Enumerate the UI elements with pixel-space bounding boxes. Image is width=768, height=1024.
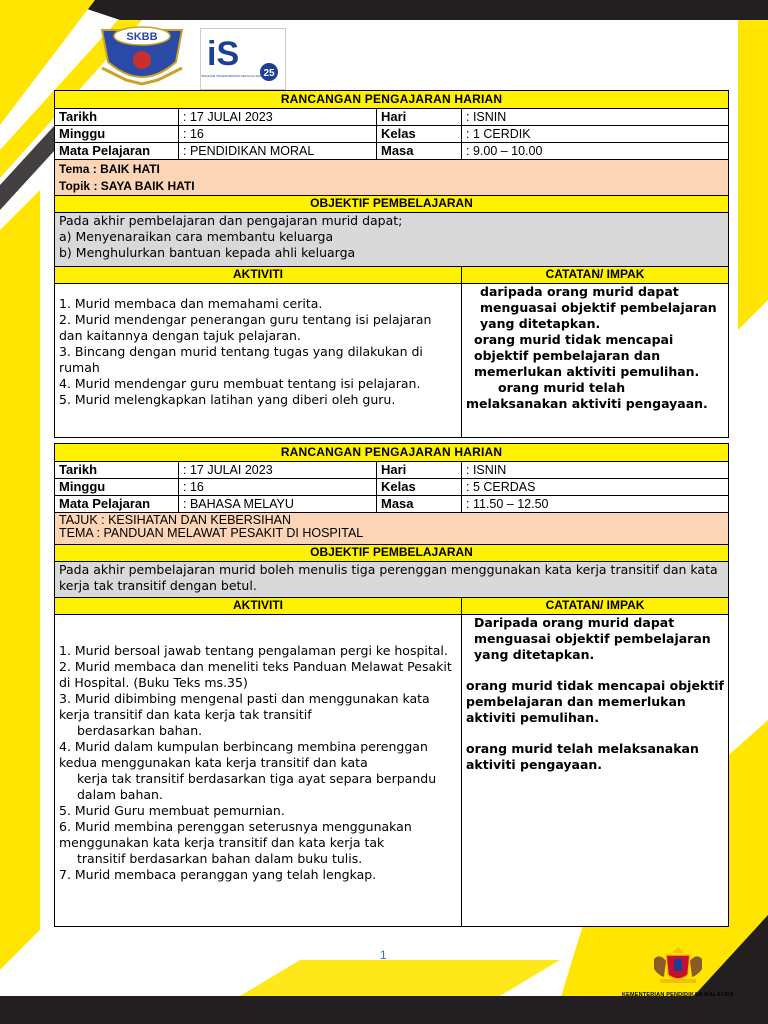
plan-title: RANCANGAN PENGAJARAN HARIAN	[55, 91, 729, 109]
value-mata-pelajaran: : BAHASA MELAYU	[179, 496, 377, 513]
activity-header: AKTIVITI	[55, 598, 462, 615]
note-text: orang murid tidak mencapai objektif pembelajaran dan memerlukan aktiviti pemulihan.	[474, 332, 700, 379]
activity-text: 1. Murid bersoal jawab tentang pengalaman pergi ke hospital.	[59, 643, 448, 658]
note-text: daripada orang murid dapat menguasai objektif pembelajaran yang ditetapkan.	[480, 284, 717, 331]
note-line	[466, 380, 724, 412]
note-line	[466, 678, 724, 726]
tema-text: Tema : BAIK HATI	[59, 162, 160, 176]
school-badge	[96, 22, 188, 93]
program-text: PROGRAM TRANSFORMASI SEKOLAH 2025	[201, 74, 263, 78]
lesson-plan-2	[54, 443, 729, 927]
label-kelas: Kelas	[377, 126, 462, 143]
note-line	[466, 741, 724, 773]
page-number: 1	[380, 948, 387, 962]
list-item: 4. Murid mendengar guru membuat tentang isi pelajaran.	[59, 376, 421, 391]
list-item	[59, 643, 457, 659]
value-hari: : ISNIN	[462, 462, 729, 479]
note-text: Daripada orang murid dapat menguasai objektif pembelajaran yang ditetapkan.	[474, 615, 711, 662]
topik-text: Topik : SAYA BAIK HATI	[59, 179, 195, 193]
list-item: 2. Murid mendengar penerangan guru tentang isi pelajaran dan kaitannya dengan tajuk pelajaran.	[59, 312, 432, 343]
theme-block	[55, 160, 729, 196]
label-hari: Hari	[377, 109, 462, 126]
list-item: 5. Murid melengkapkan latihan yang diberi oleh guru.	[59, 392, 396, 407]
list-item	[59, 691, 457, 739]
activity-continuation: kerja tak transitif berdasarkan tiga ayat separa berpandu dalam bahan.	[77, 771, 437, 802]
activity-header: AKTIVITI	[55, 267, 462, 284]
program-number: 25	[263, 68, 275, 79]
activity-text: 2. Murid membaca dan meneliti teks Panduan Melawat Pesakit di Hospital. (Buku Teks ms.35)	[59, 659, 452, 690]
activity-text: 6. Murid membina perenggan seterusnya menggunakan menggunakan kata kerja transitif dan kata kerja tak	[59, 819, 412, 850]
label-masa: Masa	[377, 143, 462, 160]
notes-block	[462, 284, 729, 438]
value-kelas: : 5 CERDAS	[462, 479, 729, 496]
activity-list	[55, 284, 462, 438]
list-item	[59, 803, 457, 819]
objective-line: a) Menyenaraikan cara membantu keluarga	[59, 229, 334, 244]
lesson-plan-1	[54, 90, 729, 438]
coat-of-arms-icon	[650, 945, 706, 985]
theme-block	[55, 513, 729, 545]
frame-yellow-right-top	[738, 20, 768, 330]
list-item: 1. Murid membaca dan memahami cerita.	[59, 296, 323, 311]
list-item: 3. Bincang dengan murid tentang tugas yang dilakukan di rumah	[59, 344, 423, 375]
label-mata-pelajaran: Mata Pelajaran	[55, 496, 179, 513]
label-kelas: Kelas	[377, 479, 462, 496]
label-tarikh: Tarikh	[55, 462, 179, 479]
objective-block	[55, 213, 729, 267]
activity-text: 4. Murid dalam kumpulan berbincang membina perenggan kedua menggunakan kata kerja transitif dan kata	[59, 739, 428, 770]
school-crest-icon	[96, 22, 188, 88]
note-line	[466, 615, 724, 663]
transformasi-logo-icon	[201, 29, 285, 89]
frame-yellow-bottom-stripe	[240, 960, 560, 996]
notes-header: CATATAN/ IMPAK	[462, 598, 729, 615]
value-kelas: : 1 CERDIK	[462, 126, 729, 143]
ministry-name: KEMENTERIAN PENDIDIKAN MALAYSIA	[621, 992, 735, 998]
frame-dark-top-band	[0, 0, 768, 20]
activity-continuation: transitif berdasarkan bahan dalam buku tulis.	[77, 851, 363, 866]
program-logo	[200, 28, 286, 90]
note-text: orang murid telah melaksanakan aktiviti pengayaan.	[466, 380, 708, 411]
tajuk-text: TAJUK : KESIHATAN DAN KEBERSIHAN	[59, 513, 291, 527]
value-masa: : 11.50 – 12.50	[462, 496, 729, 513]
label-tarikh: Tarikh	[55, 109, 179, 126]
notes-block	[462, 615, 729, 927]
activity-text: 5. Murid Guru membuat pemurnian.	[59, 803, 285, 818]
value-tarikh: : 17 JULAI 2023	[179, 109, 377, 126]
objective-line: b) Menghulurkan bantuan kepada ahli keluarga	[59, 245, 356, 260]
plan-title: RANCANGAN PENGAJARAN HARIAN	[55, 444, 729, 462]
label-hari: Hari	[377, 462, 462, 479]
activity-text: 7. Murid membaca peranggan yang telah lengkap.	[59, 867, 377, 882]
objective-line: Pada akhir pembelajaran dan pengajaran murid dapat;	[59, 213, 403, 228]
notes-header: CATATAN/ IMPAK	[462, 267, 729, 284]
label-minggu: Minggu	[55, 126, 179, 143]
list-item	[59, 867, 457, 883]
frame-yellow-left-edge	[0, 190, 40, 970]
objective-header: OBJEKTIF PEMBELAJARAN	[55, 545, 729, 562]
list-item	[59, 659, 457, 691]
value-mata-pelajaran: : PENDIDIKAN MORAL	[179, 143, 377, 160]
ministry-logo	[618, 945, 738, 998]
svg-text:iS: iS	[207, 35, 240, 73]
activity-continuation: berdasarkan bahan.	[77, 723, 203, 738]
value-minggu: : 16	[179, 479, 377, 496]
note-text: orang murid tidak mencapai objektif pembelajaran dan memerlukan aktiviti pemulihan.	[466, 678, 724, 725]
note-line	[466, 332, 724, 380]
activity-list	[55, 615, 462, 927]
value-minggu: : 16	[179, 126, 377, 143]
value-hari: : ISNIN	[462, 109, 729, 126]
value-tarikh: : 17 JULAI 2023	[179, 462, 377, 479]
value-masa: : 9.00 – 10.00	[462, 143, 729, 160]
activity-text: 3. Murid dibimbing mengenal pasti dan menggunakan kata kerja transitif dan kata kerja tak transitif	[59, 691, 430, 722]
note-line	[466, 284, 724, 332]
school-badge-text: SKBB	[126, 31, 158, 43]
list-item	[59, 819, 457, 867]
objective-header: OBJEKTIF PEMBELAJARAN	[55, 196, 729, 213]
list-item	[59, 739, 457, 803]
tema-text: TEMA : PANDUAN MELAWAT PESAKIT DI HOSPITAL	[59, 526, 364, 540]
note-text: orang murid telah melaksanakan aktiviti pengayaan.	[466, 741, 699, 772]
label-mata-pelajaran: Mata Pelajaran	[55, 143, 179, 160]
label-minggu: Minggu	[55, 479, 179, 496]
objective-text: Pada akhir pembelajaran murid boleh menulis tiga perenggan menggunakan kata kerja transitif dan kata kerja tak transitif dengan betul.	[55, 562, 729, 598]
frame-dark-bottom-band	[0, 996, 768, 1024]
label-masa: Masa	[377, 496, 462, 513]
